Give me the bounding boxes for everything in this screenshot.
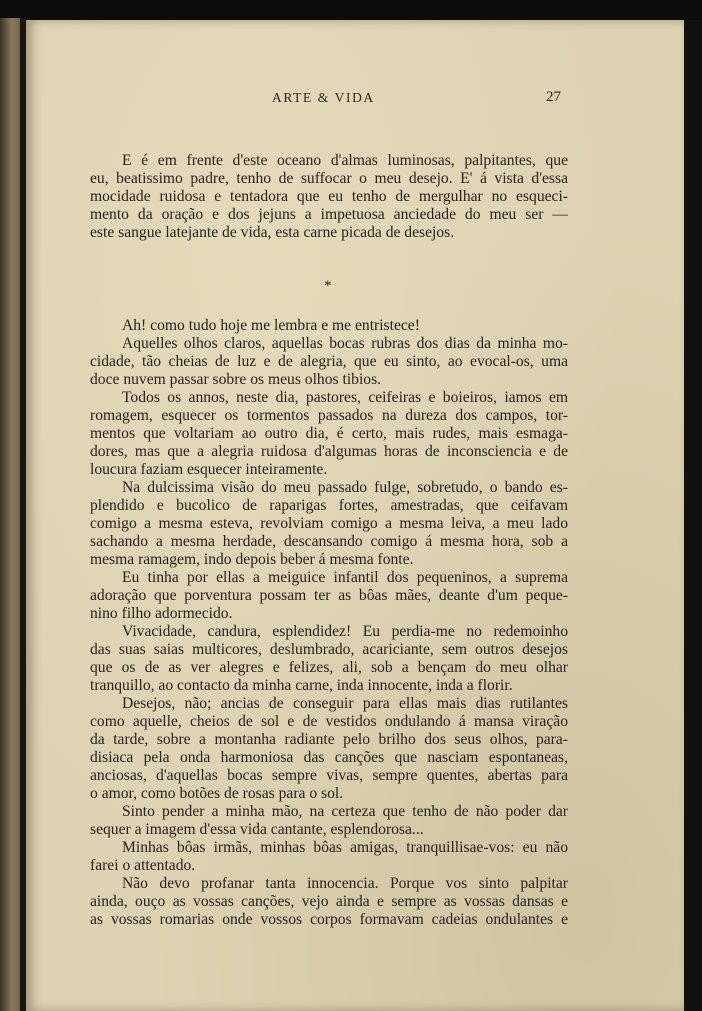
text-line: plendido e bucolico de raparigas fortes, amestradas, que ceifavam xyxy=(90,497,568,514)
text-line: romagem, esquecer os tormentos passados na dureza dos campos, tor- xyxy=(90,407,568,424)
text-line: Vivacidade, candura, esplendidez! Eu perdia-me no redemoinho xyxy=(122,623,568,640)
text-line: Sinto pender a minha mão, na certeza que tenho de não poder dar xyxy=(122,803,568,820)
text-line: das suas saias multicores, deslumbrado, acariciante, sem outros desejos xyxy=(90,641,568,658)
text-line: mesma ramagem, indo depois beber á mesma fonte. xyxy=(90,551,414,568)
text-line: anciosas, d'aquellas bocas sempre vivas, sempre quentes, abertas para xyxy=(90,767,568,784)
text-line: cidade, tão cheias de luz e de alegria, que eu sinto, ao evocal-os, uma xyxy=(90,353,568,370)
text-line: dores, mas que a alegria ruidosa d'algumas horas de inconsciencia e de xyxy=(90,443,568,460)
text-line: nino filho adormecido. xyxy=(90,605,233,622)
text-line: as vossas romarias onde vossos corpos formavam cadeias ondulantes e xyxy=(90,911,568,928)
text-line: mocidade ruidosa e tentadora que eu tenho de mergulhar no esqueci- xyxy=(90,188,568,205)
text-line: Ah! como tudo hoje me lembra e me entristece! xyxy=(122,317,420,334)
text-line: loucura faziam esquecer inteiramente. xyxy=(90,461,328,478)
text-line: comigo a mesma esteva, revolviam comigo a mesma leiva, a meu lado xyxy=(90,515,568,532)
text-line: sachando a mesma herdade, descansando comigo á mesma hora, sob a xyxy=(90,533,568,550)
text-line: Desejos, não; ancias de conseguir para ellas mais dias rutilantes xyxy=(122,695,568,712)
text-line: Não devo profanar tanta innocencia. Porque vos sinto palpitar xyxy=(122,875,568,892)
page xyxy=(26,20,684,1011)
text-line: da tarde, sobre a montanha radiante pelo brilho dos seus olhos, para- xyxy=(90,731,568,748)
text-line: farei o attentado. xyxy=(90,857,196,874)
text-line: sequer a imagem d'essa vida cantante, esplendorosa... xyxy=(90,821,424,838)
text-line: ainda, ouço as vossas canções, vejo ainda e sempre as vossas dansas e xyxy=(90,893,568,910)
text-line: E é em frente d'este oceano d'almas luminosas, palpitantes, que xyxy=(122,152,568,169)
text-line: doce nuvem passar sobre os meus olhos tibios. xyxy=(90,371,382,388)
text-line: este sangue latejante de vida, esta carne picada de desejos. xyxy=(90,224,455,241)
text-line: que os de as ver alegres e felizes, ali, sob a bençam do meu olhar xyxy=(90,659,568,676)
running-title: ARTE & VIDA xyxy=(272,90,375,105)
text-line: Aquelles olhos claros, aquellas bocas rubras dos dias da minha mo- xyxy=(122,335,568,352)
text-line: Minhas bôas irmãs, minhas bôas amigas, tranquillisae-vos: eu não xyxy=(122,839,568,856)
scan-border xyxy=(684,20,702,1011)
text-line: adoração que porventura possam ter as bôas mães, deante d'um peque- xyxy=(90,587,568,604)
text-line: Na dulcissima visão do meu passado fulge, sobretudo, o bando es- xyxy=(122,479,568,496)
previous-page-edge xyxy=(0,18,22,1011)
text-line: Eu tinha por ellas a meiguice infantil dos pequeninos, a suprema xyxy=(122,569,568,586)
text-line: como aquelle, cheios de sol e de vestidos ondulando á mansa viração xyxy=(90,713,568,730)
text-line: disiaca pela onda harmoniosa das canções que nasciam espontaneas, xyxy=(90,749,568,766)
text-line: eu, beatissimo padre, tenho de suffocar o meu desejo. E' á vista d'essa xyxy=(90,170,568,187)
page-number: 27 xyxy=(546,89,561,105)
text-line: o amor, como botões de rosas para o sol. xyxy=(90,785,344,802)
text-line: mentos que voltariam ao outro dia, é certo, mais rudes, mais esmaga- xyxy=(90,425,568,442)
body-text xyxy=(26,20,684,1011)
text-line: Todos os annos, neste dia, pastores, ceifeiras e boieiros, iamos em xyxy=(122,389,568,406)
text-line: tranquillo, ao contacto da minha carne, inda innocente, inda a florir. xyxy=(90,677,513,694)
section-separator: * xyxy=(324,278,332,294)
text-line: mento da oração e dos jejuns a impetuosa anciedade do meu ser — xyxy=(90,206,568,223)
